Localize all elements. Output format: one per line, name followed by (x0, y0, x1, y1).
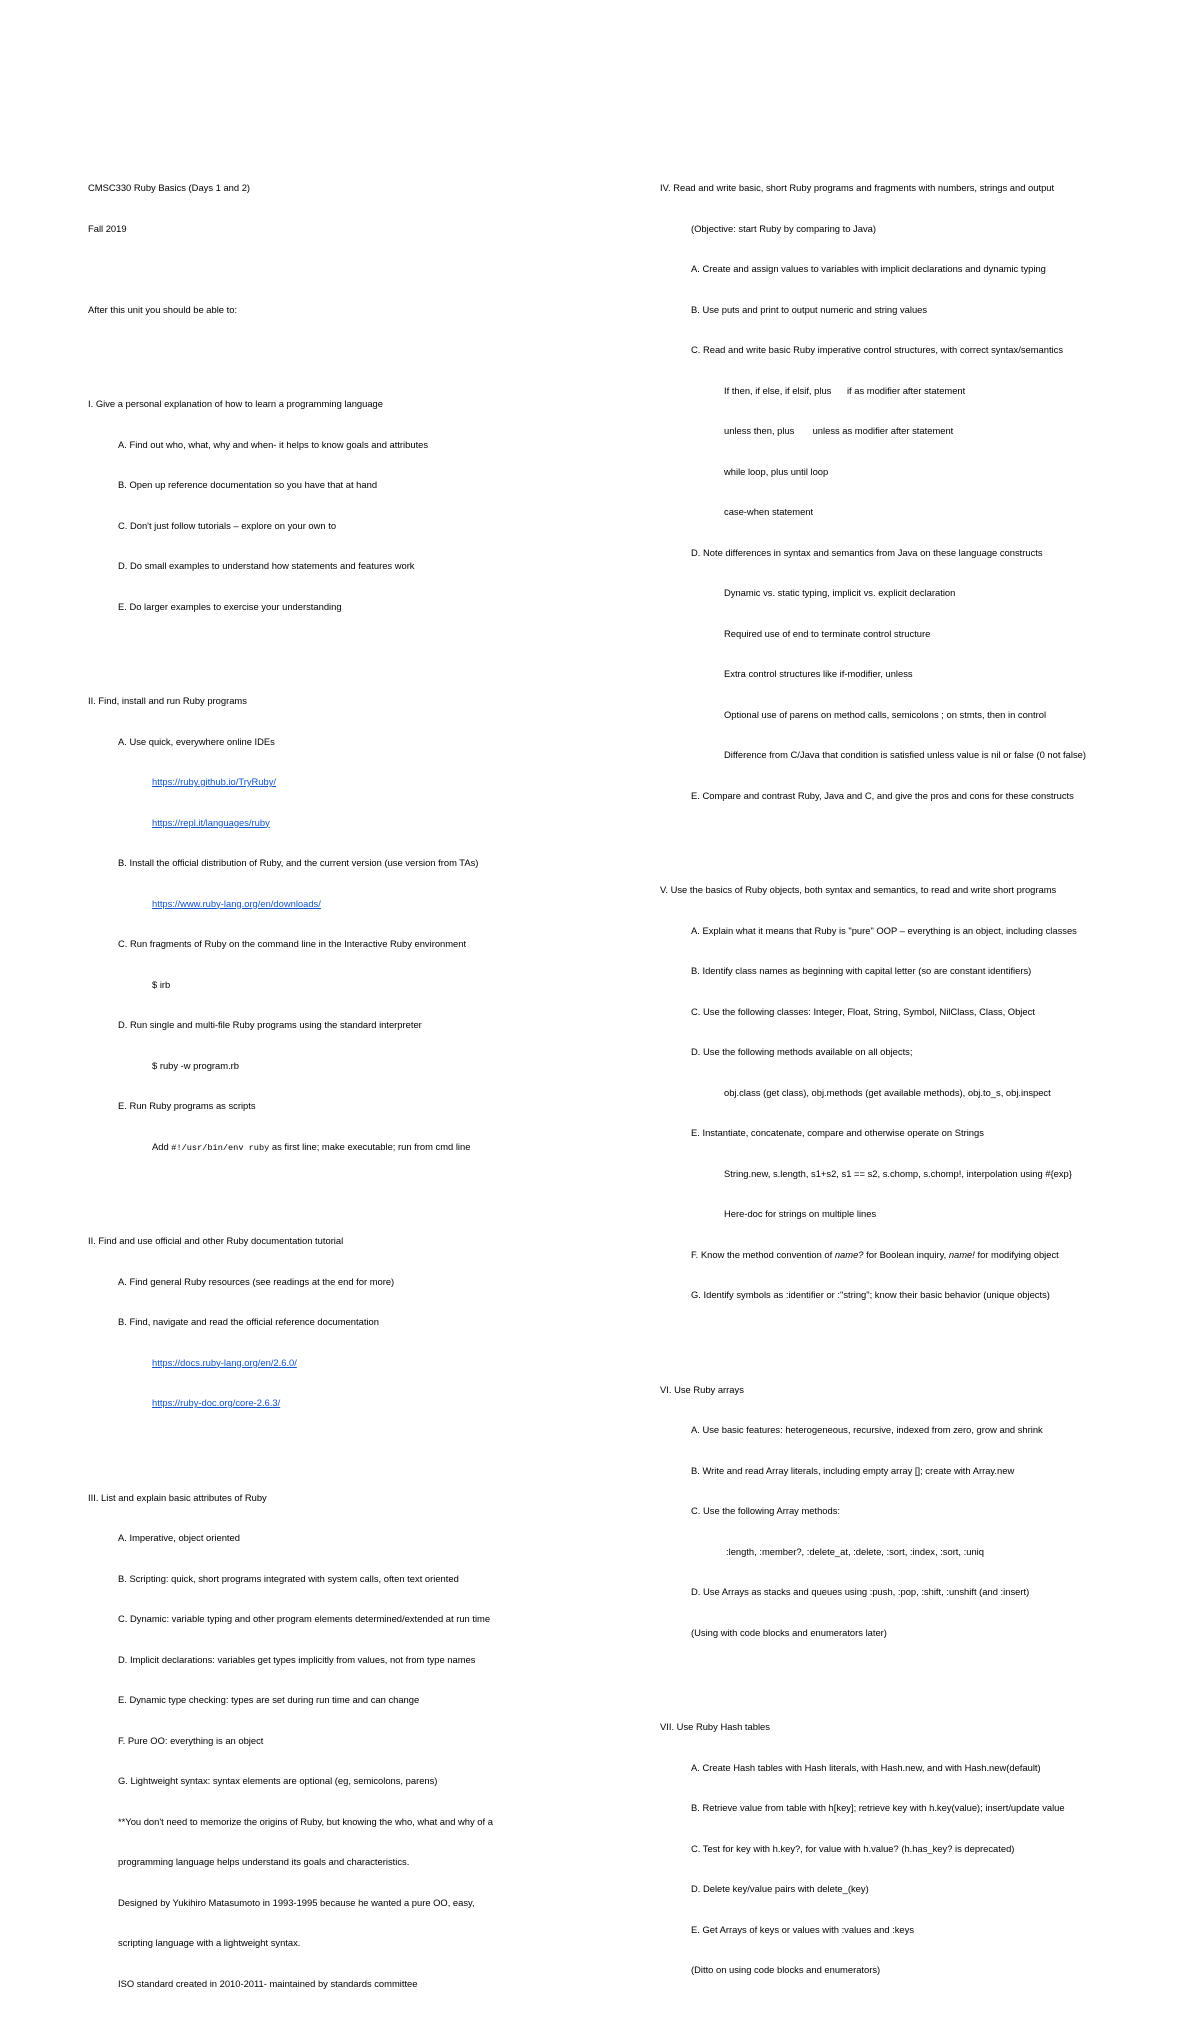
sub-item: while loop, plus until loop (724, 465, 829, 477)
list-item: A. Use basic features: heterogeneous, recursive, indexed from zero, grow and shrink (691, 1424, 1043, 1435)
list-item: B. Open up reference documentation so you have that at hand (118, 479, 378, 490)
objective-text: (Objective: start Ruby by comparing to Java) (691, 222, 876, 234)
list-item: D. Note differences in syntax and semantics from Java on these language constructs (691, 546, 1043, 558)
list-item: B. Write and read Array literals, including empty array []; create with Array.new (691, 1464, 1015, 1476)
sub-item: obj.class (get class), obj.methods (get available methods), obj.to_s, obj.inspect (724, 1086, 1051, 1098)
intro-text: After this unit you should be able to: (88, 303, 238, 315)
text-span: for Boolean inquiry, (863, 1248, 949, 1260)
list-item: B. Use puts and print to output numeric and string values (691, 303, 928, 315)
list-item: B. Install the official distribution of Ruby, and the current version (use version from TAs) (118, 857, 479, 868)
list-item: D. Delete key/value pairs with delete_(key) (691, 1883, 869, 1894)
list-item: E. Do larger examples to exercise your understanding (118, 600, 342, 612)
list-item: C. Read and write basic Ruby imperative control structures, with correct syntax/semantics (691, 344, 1064, 355)
list-item: D. Do small examples to understand how statements and features work (118, 560, 415, 571)
section-heading: IV. Read and write basic, short Ruby programs and fragments with numbers, strings and output (660, 182, 1055, 193)
link-ruby-doc-core[interactable]: https://ruby-doc.org/core-2.6.3/ (152, 1397, 281, 1408)
list-item: E. Instantiate, concatenate, compare and otherwise operate on Strings (691, 1127, 984, 1138)
document-term: Fall 2019 (88, 222, 127, 234)
sub-item: Required use of end to terminate control structure (724, 627, 931, 639)
section-heading: II. Find, install and run Ruby programs (88, 695, 247, 706)
sub-item: Optional use of parens on method calls, semicolons ; on stmts, then in control (724, 708, 1047, 720)
list-item: C. Run fragments of Ruby on the command line in the Interactive Ruby environment (118, 938, 467, 949)
text-span: as first line; make executable; run from cmd line (269, 1140, 471, 1152)
list-item: E. Dynamic type checking: types are set during run time and can change (118, 1694, 420, 1705)
list-item: D. Use Arrays as stacks and queues using :push, :pop, :shift, :unshift (and :insert) (691, 1586, 1030, 1597)
text-span: Add (152, 1140, 172, 1152)
list-item: G. Lightweight syntax: syntax elements are optional (eg, semicolons, parens) (118, 1775, 438, 1786)
note-text: (Using with code blocks and enumerators later) (691, 1626, 887, 1638)
sub-item: unless then, plus unless as modifier after statement (724, 425, 954, 436)
section-heading: VII. Use Ruby Hash tables (660, 1721, 770, 1732)
list-item: G. Identify symbols as :identifier or :"string"; know their basic behavior (unique objects) (691, 1289, 1050, 1300)
section-heading: III. List and explain basic attributes of Ruby (88, 1491, 267, 1503)
emphasis-text: name! (948, 1248, 975, 1260)
note-text: ISO standard created in 2010-2011- maintained by standards committee (118, 1977, 418, 1989)
text-span: F. Know the method convention of (691, 1248, 835, 1260)
link-replit[interactable]: https://repl.it/languages/ruby (152, 816, 270, 828)
list-item: B. Scripting: quick, short programs integrated with system calls, often text oriented (118, 1572, 459, 1584)
list-item: C. Test for key with h.key?, for value with h.value? (h.has_key? is deprecated) (691, 1842, 1015, 1854)
list-item: E. Get Arrays of keys or values with :values and :keys (691, 1923, 915, 1935)
list-item: C. Use the following Array methods: (691, 1505, 841, 1516)
shebang-code: #!/usr/bin/env ruby (171, 1142, 270, 1153)
text-span: for modifying object (974, 1248, 1059, 1260)
link-docs-ruby-lang[interactable]: https://docs.ruby-lang.org/en/2.6.0/ (152, 1356, 297, 1368)
note-text: (Ditto on using code blocks and enumerators) (691, 1964, 881, 1975)
sub-item: Extra control structures like if-modifier, unless (724, 668, 913, 679)
list-item: A. Use quick, everywhere online IDEs (118, 735, 275, 747)
list-item: C. Use the following classes: Integer, Float, String, Symbol, NilClass, Class, Object (691, 1005, 1035, 1017)
list-item: B. Identify class names as beginning with capital letter (so are constant identifiers) (691, 965, 1032, 976)
sub-item: Dynamic vs. static typing, implicit vs. explicit declaration (724, 587, 956, 598)
section-heading: I. Give a personal explanation of how to learn a programming language (88, 398, 383, 409)
command-text: $ irb (152, 978, 171, 990)
list-item: A. Find general Ruby resources (see readings at the end for more) (118, 1275, 395, 1287)
list-item (660, 1248, 1130, 1262)
left-column (88, 154, 618, 2017)
list-item: A. Imperative, object oriented (118, 1532, 240, 1543)
list-item: C. Don't just follow tutorials – explore on your own to (118, 519, 337, 531)
list-item: A. Find out who, what, why and when- it helps to know goals and attributes (118, 438, 429, 450)
sub-item: Here-doc for strings on multiple lines (724, 1208, 877, 1219)
list-item: F. Pure OO: everything is an object (118, 1734, 264, 1746)
sub-item: String.new, s.length, s1+s2, s1 == s2, s.chomp, s.chomp!, interpolation using #{exp} (724, 1167, 1072, 1179)
section-heading: VI. Use Ruby arrays (660, 1383, 744, 1395)
list-item: E. Compare and contrast Ruby, Java and C, and give the pros and cons for these constructs (691, 789, 1074, 801)
link-tryruby[interactable]: https://ruby.github.io/TryRuby/ (152, 776, 277, 787)
link-ruby-downloads[interactable]: https://www.ruby-lang.org/en/downloads/ (152, 897, 321, 909)
emphasis-text: name? (834, 1248, 864, 1260)
sub-item: If then, if else, if elsif, plus if as modifier after statement (724, 384, 966, 396)
list-item: E. Run Ruby programs as scripts (118, 1100, 256, 1111)
command-text: $ ruby -w program.rb (152, 1059, 240, 1071)
note-text: **You don't need to memorize the origins of Ruby, but knowing the who, what and why of a (118, 1815, 493, 1827)
script-instruction (88, 1140, 618, 1154)
list-item: C. Dynamic: variable typing and other program elements determined/extended at run time (118, 1613, 491, 1624)
document-title: CMSC330 Ruby Basics (Days 1 and 2) (88, 182, 251, 193)
right-column (660, 154, 1130, 2004)
sub-item: Difference from C/Java that condition is satisfied unless value is nil or false (0 not false) (724, 749, 1086, 760)
list-item: A. Create and assign values to variables with implicit declarations and dynamic typing (691, 263, 1046, 274)
list-item: D. Use the following methods available on all objects; (691, 1046, 913, 1057)
list-item: D. Run single and multi-file Ruby programs using the standard interpreter (118, 1019, 422, 1030)
section-heading: V. Use the basics of Ruby objects, both syntax and semantics, to read and write short programs (660, 884, 1057, 895)
list-item: D. Implicit declarations: variables get types implicitly from values, not from type names (118, 1653, 476, 1665)
section-heading: II. Find and use official and other Ruby documentation tutorial (88, 1235, 344, 1246)
list-item: B. Find, navigate and read the official reference documentation (118, 1316, 379, 1327)
list-item: A. Create Hash tables with Hash literals, with Hash.new, and with Hash.new(default) (691, 1761, 1041, 1773)
list-item: A. Explain what it means that Ruby is "pure" OOP – everything is an object, including classes (691, 924, 1077, 936)
list-item: B. Retrieve value from table with h[key]; retrieve key with h.key(value); insert/update value (691, 1802, 1065, 1813)
sub-item: :length, :member?, :delete_at, :delete, :sort, :index, :sort, :uniq (726, 1545, 984, 1557)
note-text: scripting language with a lightweight syntax. (118, 1937, 301, 1948)
note-text: programming language helps understand its goals and characteristics. (118, 1856, 410, 1867)
sub-item: case-when statement (724, 506, 814, 517)
note-text: Designed by Yukihiro Matasumoto in 1993-1995 because he wanted a pure OO, easy, (118, 1896, 475, 1908)
